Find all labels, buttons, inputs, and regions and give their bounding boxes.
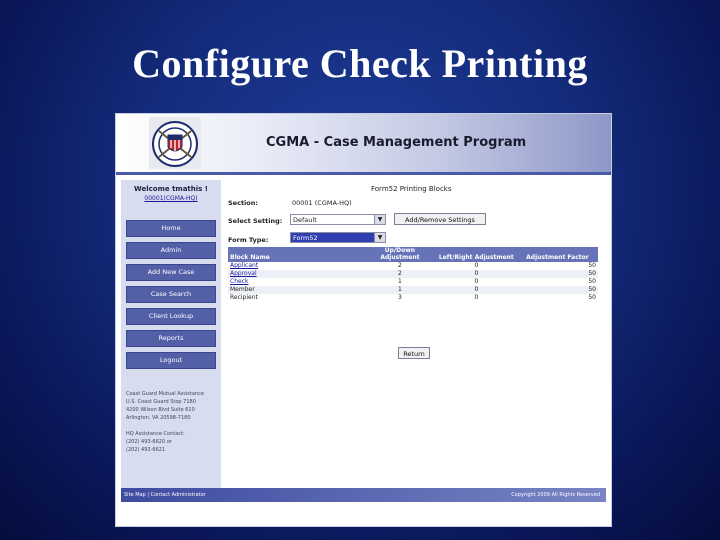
column-header: Block Name: [228, 247, 364, 262]
section-label: Section:: [228, 199, 258, 207]
add-remove-settings-button[interactable]: Add/Remove Settings: [394, 213, 486, 225]
table-cell: 50: [588, 294, 596, 302]
sidebar-item-add-new-case[interactable]: Add New Case: [126, 264, 216, 281]
sidebar-item-case-search[interactable]: Case Search: [126, 286, 216, 303]
form-type-label: Form Type:: [228, 236, 269, 244]
table-row: [228, 278, 598, 286]
chevron-down-icon: ▼: [374, 233, 385, 242]
table-cell: 0: [474, 278, 479, 286]
table-cell: 50: [517, 270, 598, 278]
footer-links[interactable]: Site Map | Contact Administrator: [124, 492, 206, 498]
section-value: 00001 (CGMA-HQ): [292, 199, 352, 207]
sidebar: [121, 180, 221, 490]
setting-select[interactable]: [290, 214, 386, 225]
table-cell: 2: [398, 262, 402, 270]
table-row: [228, 270, 598, 278]
page-heading: Form52 Printing Blocks: [371, 185, 452, 193]
form-type-select[interactable]: [290, 232, 386, 243]
chevron-down-icon: ▼: [374, 215, 385, 224]
sidebar-item-home[interactable]: Home: [126, 220, 216, 237]
table-cell: Member: [228, 286, 364, 294]
table-cell: 0: [474, 262, 479, 270]
sidebar-item-reports[interactable]: Reports: [126, 330, 216, 347]
form-type-select-value: Form52: [293, 234, 318, 242]
table-row: [228, 262, 598, 270]
sidebar-nav: [121, 220, 221, 369]
block-name-link[interactable]: Applicant: [230, 262, 259, 270]
return-button[interactable]: Return: [398, 347, 430, 359]
block-name-link[interactable]: Approval: [228, 270, 364, 278]
sidebar-item-logout[interactable]: Logout: [126, 352, 216, 369]
table-cell: 50: [588, 262, 596, 270]
slide-title: Configure Check Printing: [132, 41, 588, 86]
app-screenshot: [115, 113, 612, 527]
unit-link[interactable]: 00001(CGMA-HQ): [144, 195, 198, 202]
welcome-text: Welcome tmathis !: [134, 185, 208, 193]
table-cell: 0: [474, 294, 479, 302]
contact-line: HQ Assistance Contact:: [126, 431, 185, 437]
table-cell: 1: [398, 278, 402, 286]
contact-line: 4200 Wilson Blvd Suite 610: [126, 407, 195, 413]
select-setting-label: Select Setting:: [228, 217, 283, 225]
table-row: [228, 294, 598, 302]
sidebar-item-client-lookup[interactable]: Client Lookup: [126, 308, 216, 325]
column-header: Adjustment Factor: [517, 247, 598, 262]
contact-line: Arlington, VA 20598-7180: [126, 415, 191, 421]
setting-select-value: Default: [293, 216, 317, 224]
table-row: [228, 286, 598, 294]
table-cell: 1: [364, 286, 436, 294]
column-header: Up/Down Adjustment: [364, 247, 436, 262]
table-header-row: [228, 247, 598, 262]
copyright-text: Copyright 2009 All Rights Reserved: [511, 492, 600, 498]
block-name-link[interactable]: Check: [230, 278, 249, 286]
contact-info: [121, 374, 221, 454]
contact-line: (202) 493-6620 or: [126, 439, 172, 445]
table-cell: 2: [364, 270, 436, 278]
column-header: Left/Right Adjustment: [436, 247, 517, 262]
footer-bar: [121, 488, 606, 502]
printing-blocks-table: [228, 247, 598, 302]
sidebar-item-admin[interactable]: Admin: [126, 242, 216, 259]
contact-line: [126, 422, 216, 430]
app-header: [116, 114, 611, 172]
header-divider: [116, 172, 611, 175]
table-cell: 50: [517, 286, 598, 294]
table-cell: 3: [398, 294, 402, 302]
table-cell: 0: [436, 286, 517, 294]
coast-guard-seal-icon: [149, 117, 201, 169]
contact-line: (202) 493-6621: [126, 447, 166, 453]
contact-line: U.S. Coast Guard Stop 7180: [126, 399, 196, 405]
table-cell: 0: [436, 270, 517, 278]
app-title: CGMA - Case Management Program: [266, 135, 527, 150]
table-cell: 50: [588, 278, 596, 286]
contact-line: Coast Guard Mutual Assistance: [126, 391, 204, 397]
table-cell: Recipient: [230, 294, 258, 302]
